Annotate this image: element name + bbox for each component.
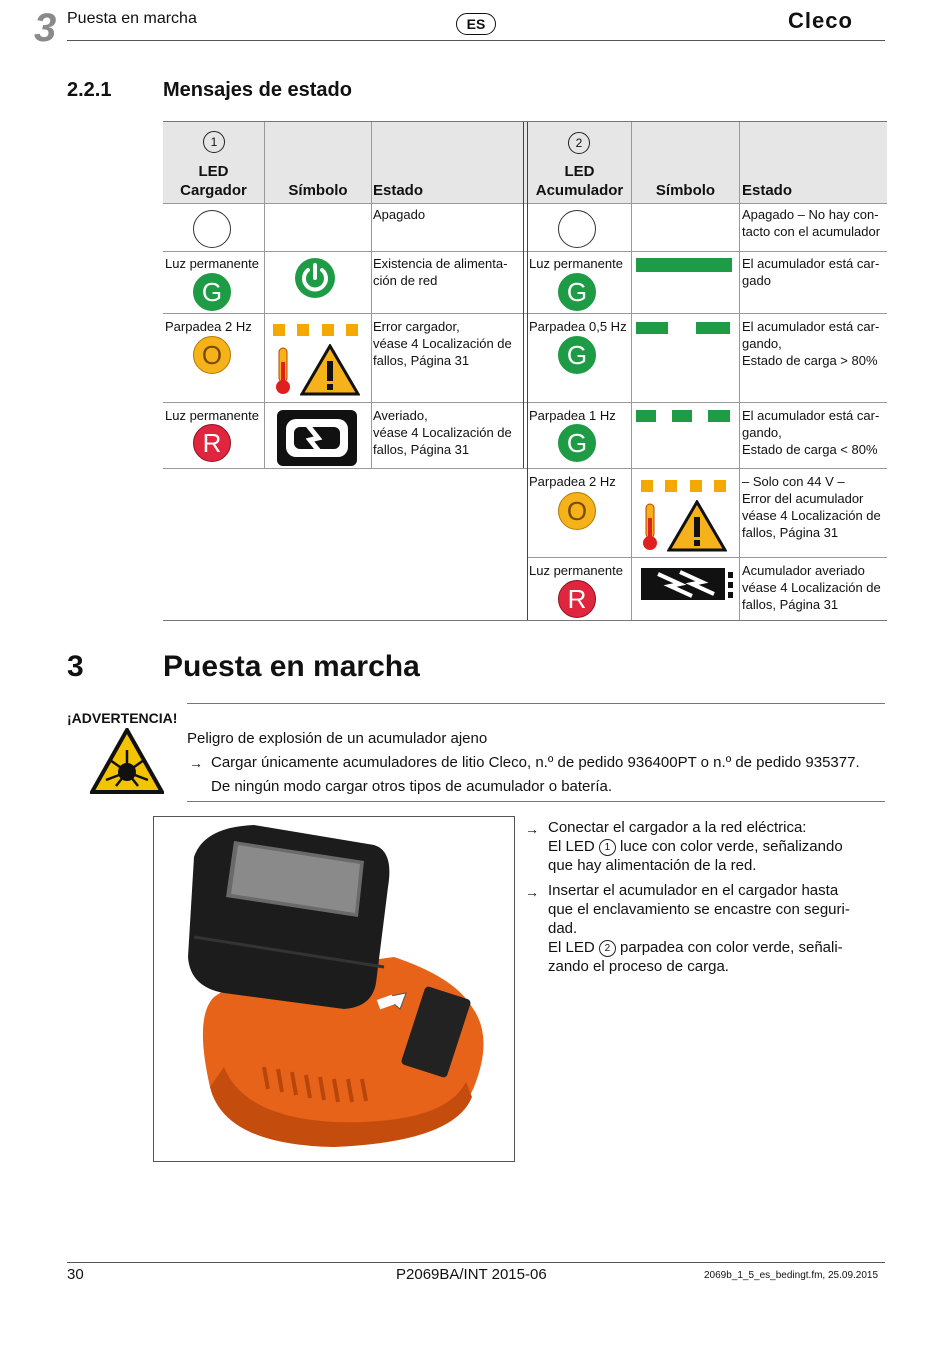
document-id: P2069BA/INT 2015-06 [396, 1266, 547, 1283]
blink-bar-icon [672, 410, 692, 422]
blink-square-icon [641, 480, 653, 492]
blink-square-icon [690, 480, 702, 492]
warning-bottom-rule [187, 801, 885, 802]
page-number: 30 [67, 1266, 84, 1283]
blink-square-icon [273, 324, 285, 336]
estado-cell: El acumulador está car- gando, Estado de carga < 80% [742, 408, 880, 457]
power-icon [294, 257, 336, 299]
step2-line-b: que el enclavamiento se encastre con seguri- [548, 901, 850, 918]
step1-line-b [548, 837, 843, 856]
led-green: G [193, 273, 231, 311]
estado-cell: El acumulador está car- gando, Estado de carga > 80% [742, 319, 880, 368]
language-badge: ES [456, 13, 496, 35]
led-label: Parpadea 2 Hz [529, 474, 616, 489]
blink-square-icon [297, 324, 309, 336]
warning-top-rule [187, 703, 885, 704]
header-title: Puesta en marcha [67, 10, 197, 27]
led-green: G [558, 336, 596, 374]
charger-illustration [154, 817, 514, 1161]
step1-led-text: El LED [548, 838, 595, 855]
chapter-number: 3 [67, 650, 84, 683]
estado-cell: – Solo con 44 V – Error del acumulador véase 4 Localización de fallos, Página 31 [742, 474, 881, 540]
col-simbolo-right: Símbolo [655, 182, 716, 199]
led-green: G [558, 273, 596, 311]
battery-defect-icon [640, 564, 736, 604]
charger-defect-icon [276, 409, 358, 467]
estado-cell: El acumulador está car- gado [742, 256, 880, 288]
warning-triangle-icon [300, 344, 360, 396]
blink-square-icon [346, 324, 358, 336]
footer-divider [67, 1262, 885, 1263]
table-rule [163, 620, 887, 621]
col-estado-left: Estado [373, 182, 424, 199]
step1-led-text-post: luce con color verde, señalizando [620, 838, 843, 855]
thermometer-icon [639, 502, 661, 552]
chapter-number-mark: 3 [34, 6, 57, 50]
estado-cell: Existencia de alimenta- ción de red [373, 256, 508, 288]
led-label: Luz permanente [529, 256, 623, 271]
marker-2: 2 [568, 132, 590, 154]
table-rule [163, 203, 887, 204]
led-orange: O [558, 492, 596, 530]
estado-cell: Apagado – No hay con- tacto con el acumulador [742, 207, 881, 239]
table-rule [264, 122, 265, 468]
led-label: Parpadea 0,5 Hz [529, 319, 627, 334]
blink-bar-icon [636, 410, 656, 422]
charger-battery-photo [153, 816, 515, 1162]
led-label: Luz permanente [165, 408, 259, 423]
cleco-logo: Cleco [788, 8, 853, 33]
led-red: R [193, 424, 231, 462]
section-number: 2.2.1 [67, 79, 112, 101]
file-info: 2069b_1_5_es_bedingt.fm, 25.09.2015 [704, 1270, 879, 1281]
col-estado-right: Estado [742, 182, 793, 199]
led-off-indicator [193, 210, 231, 248]
blink-bar-icon [636, 322, 668, 334]
table-rule [163, 121, 887, 122]
step2-led-text: El LED [548, 939, 595, 956]
led-off-indicator [558, 210, 596, 248]
step1-line-c: que hay alimentación de la red. [548, 857, 757, 874]
blink-square-icon [322, 324, 334, 336]
warning-headline: Peligro de explosión de un acumulador ajeno [187, 730, 488, 747]
blink-bar-icon [708, 410, 730, 422]
estado-cell: Apagado [373, 207, 426, 222]
explosion-warning-icon [90, 728, 164, 794]
table-rule [163, 402, 887, 403]
led-red: R [558, 580, 596, 618]
led-label: Parpadea 2 Hz [165, 319, 252, 334]
table-rule [163, 468, 887, 469]
led-orange: O [193, 336, 231, 374]
step1-line-a: Conectar el cargador a la red eléctrica: [548, 819, 807, 836]
marker-1: 1 [203, 131, 225, 153]
led-green: G [558, 424, 596, 462]
warning-label: ¡ADVERTENCIA! [67, 710, 178, 726]
led-label: Luz permanente [165, 256, 259, 271]
arrow-bullet-icon: → [525, 884, 539, 900]
section-title: Mensajes de estado [163, 79, 352, 101]
blink-square-icon [665, 480, 677, 492]
estado-cell: Averiado, véase 4 Localización de fallos, Página 31 [373, 408, 512, 457]
estado-cell: Error cargador, véase 4 Localización de fallos, Página 31 [373, 319, 512, 368]
step2-line-c: dad. [548, 920, 578, 937]
table-rule [163, 251, 887, 252]
led-label: Parpadea 1 Hz [529, 408, 616, 423]
table-rule [527, 557, 887, 558]
warning-line-1: Cargar únicamente acumuladores de litio Cleco, n.º de pedido 936400PT o n.º de pedido 935377. [211, 754, 860, 771]
chapter-title: Puesta en marcha [163, 650, 420, 683]
arrow-bullet-icon: → [525, 821, 539, 837]
blink-bar-icon [696, 322, 730, 334]
col-simbolo-left: Símbolo [288, 182, 348, 199]
steady-bar-icon [636, 258, 732, 272]
step2-led-text-post: parpadea con color verde, señali- [620, 939, 843, 956]
marker-2-inline: 2 [599, 940, 616, 957]
col-led-acumulador: LED Acumulador [535, 163, 624, 199]
warning-triangle-icon [667, 500, 727, 552]
arrow-bullet-icon: → [189, 755, 203, 771]
marker-1-inline: 1 [599, 839, 616, 856]
table-rule [739, 122, 740, 620]
led-label: Luz permanente [529, 563, 623, 578]
blink-square-icon [714, 480, 726, 492]
warning-line-2: De ningún modo cargar otros tipos de acumulador o batería. [211, 778, 613, 795]
header-divider [67, 40, 885, 41]
table-rule [163, 313, 887, 314]
step2-line-a: Insertar el acumulador en el cargador hasta [548, 882, 839, 899]
thermometer-icon [272, 346, 294, 396]
estado-cell: Acumulador averiado véase 4 Localización de fallos, Página 31 [742, 563, 881, 612]
table-rule [523, 122, 524, 468]
step2-line-d [548, 938, 843, 957]
table-rule [371, 122, 372, 468]
col-led-cargador: LED Cargador [180, 163, 247, 199]
step2-line-e: zando el proceso de carga. [548, 958, 729, 975]
